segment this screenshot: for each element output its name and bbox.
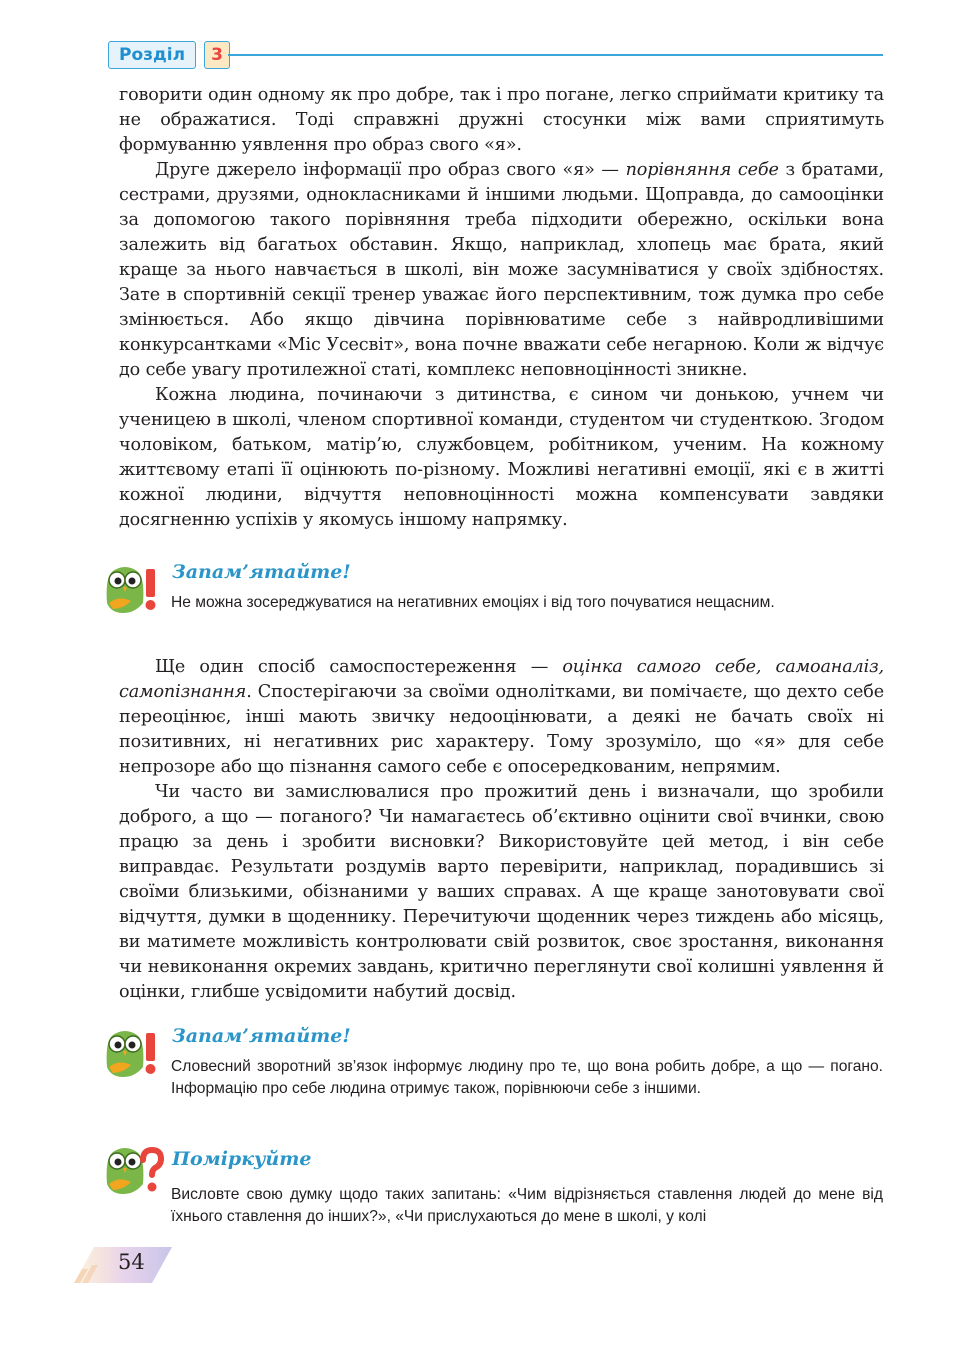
paragraph-3: Кожна людина, починаючи з дитинства, є сином чи донькою, учнем чи ученицею в школі, членом спортивної команди, студентом чи студенткою. Згодом чоловіком, батьком, матір’ю, службовцем, робітником, ученим. На кожному життєвому етапі її оцінюють по-різному. Можливі негативні емоції, які є в житті кожної людини, відчуття неповноцінності можна компенсувати завдяки досягненню успіхів у якомусь іншому напрямку.	[119, 385, 884, 530]
owl-exclamation-icon	[103, 1027, 165, 1079]
owl-exclamation-icon	[103, 563, 165, 615]
remember-title-2: Запам’ятайте!	[172, 1025, 351, 1047]
remember-text-1: Не можна зосереджуватися на негативних емоціях і від того почуватися нещасним.	[171, 594, 775, 611]
emphasis-comparison: порівняння себе	[625, 160, 779, 180]
paragraph-4: Ще один спосіб самоспостереження — оцінка самого себе, самоаналіз, самопізнання. Спостерігаючи за своїми однолітками, ви помічаєте, що дехто себе переоцінює, інші мають звичку недооцінювати, а деякі не бачать своїх ні позитивних, ні негативних рис характеру. Тому зрозуміло, що «я» для себе непрозоре або що пізнання самого себе є опосередкованим, непрямим.	[119, 657, 884, 777]
think-text: Висловте свою думку щодо таких запитань: «Чим відрізняється ставлення людей до мене від їхнього ставлення до інших?», «Чи прислухаються до мене в школі, у колі	[171, 1186, 883, 1225]
remember-title-1: Запам’ятайте!	[172, 561, 351, 583]
paragraph-5: Чи часто ви замислювалися про прожитий день і визначали, що зробили доброго, а що — поганого? Чи намагаєтесь об’єктивно оцінити свої вчинки, свою працю за день і зробити висновки? Використовуйте цей метод, і він себе виправдає. Результати роздумів варто перевірити, наприклад, порадившись зі своїми близькими, обізнаними у ваших справах. А ще краще занотовувати свої відчуття, думки в щоденнику. Перечитуючи щоденник через тиждень або місяць, ви матимете можливість контролювати свій розвиток, своє зростання, виконання чи невиконання окремих завдань, критично переглянути свої колишні уявлення й оцінки, глибше усвідомити набутий досвід.	[119, 782, 884, 1002]
remember-text-2: Словесний зворотний зв’язок інформує людину про те, що вона робить добре, а що — погано. Інформацію про себе людина отримує також, порівнюючи себе з іншими.	[171, 1058, 883, 1097]
paragraph-1: говорити один одному як про добре, так і про погане, легко сприймати критику та не ображатися. Тоді справжні дружні стосунки між вами сприятимуть формуванню уявлення про образ свого «я».	[119, 85, 884, 155]
section-header	[108, 41, 883, 69]
emphasis-self-analysis: оцінка самого себе, самоаналіз, самопізнання	[119, 657, 884, 702]
section-label: Розділ	[108, 41, 196, 69]
think-title: Поміркуйте	[172, 1148, 312, 1170]
section-number: 3	[204, 41, 230, 69]
body-text-block-1	[119, 83, 884, 533]
owl-question-icon	[103, 1144, 165, 1196]
page-number: 54	[118, 1250, 145, 1274]
body-text-block-2	[119, 655, 884, 1005]
header-rule	[228, 54, 883, 56]
paragraph-2: Друге джерело інформації про образ свого «я» — порівняння себе з братами, сестрами, друзями, однокласниками й іншими людьми. Щоправда, до самооцінки за допомогою такого порівняння треба підходити обережно, оскільки вона залежить від багатьох обставин. Якщо, наприклад, хлопець має брата, який краще за нього навчається в школі, він може засумніватися у своїх здібностях. Зате в спортивній секції тренер уважає його перспективним, тож думка про себе змінюється. Або якщо дівчина порівнюватиме себе з найвродливішими конкурсантками «Міс Усесвіт», вона почне вважати себе негарною. Коли ж відчує до себе увагу протилежної статі, комплекс неповноцінності зникне.	[119, 160, 884, 380]
